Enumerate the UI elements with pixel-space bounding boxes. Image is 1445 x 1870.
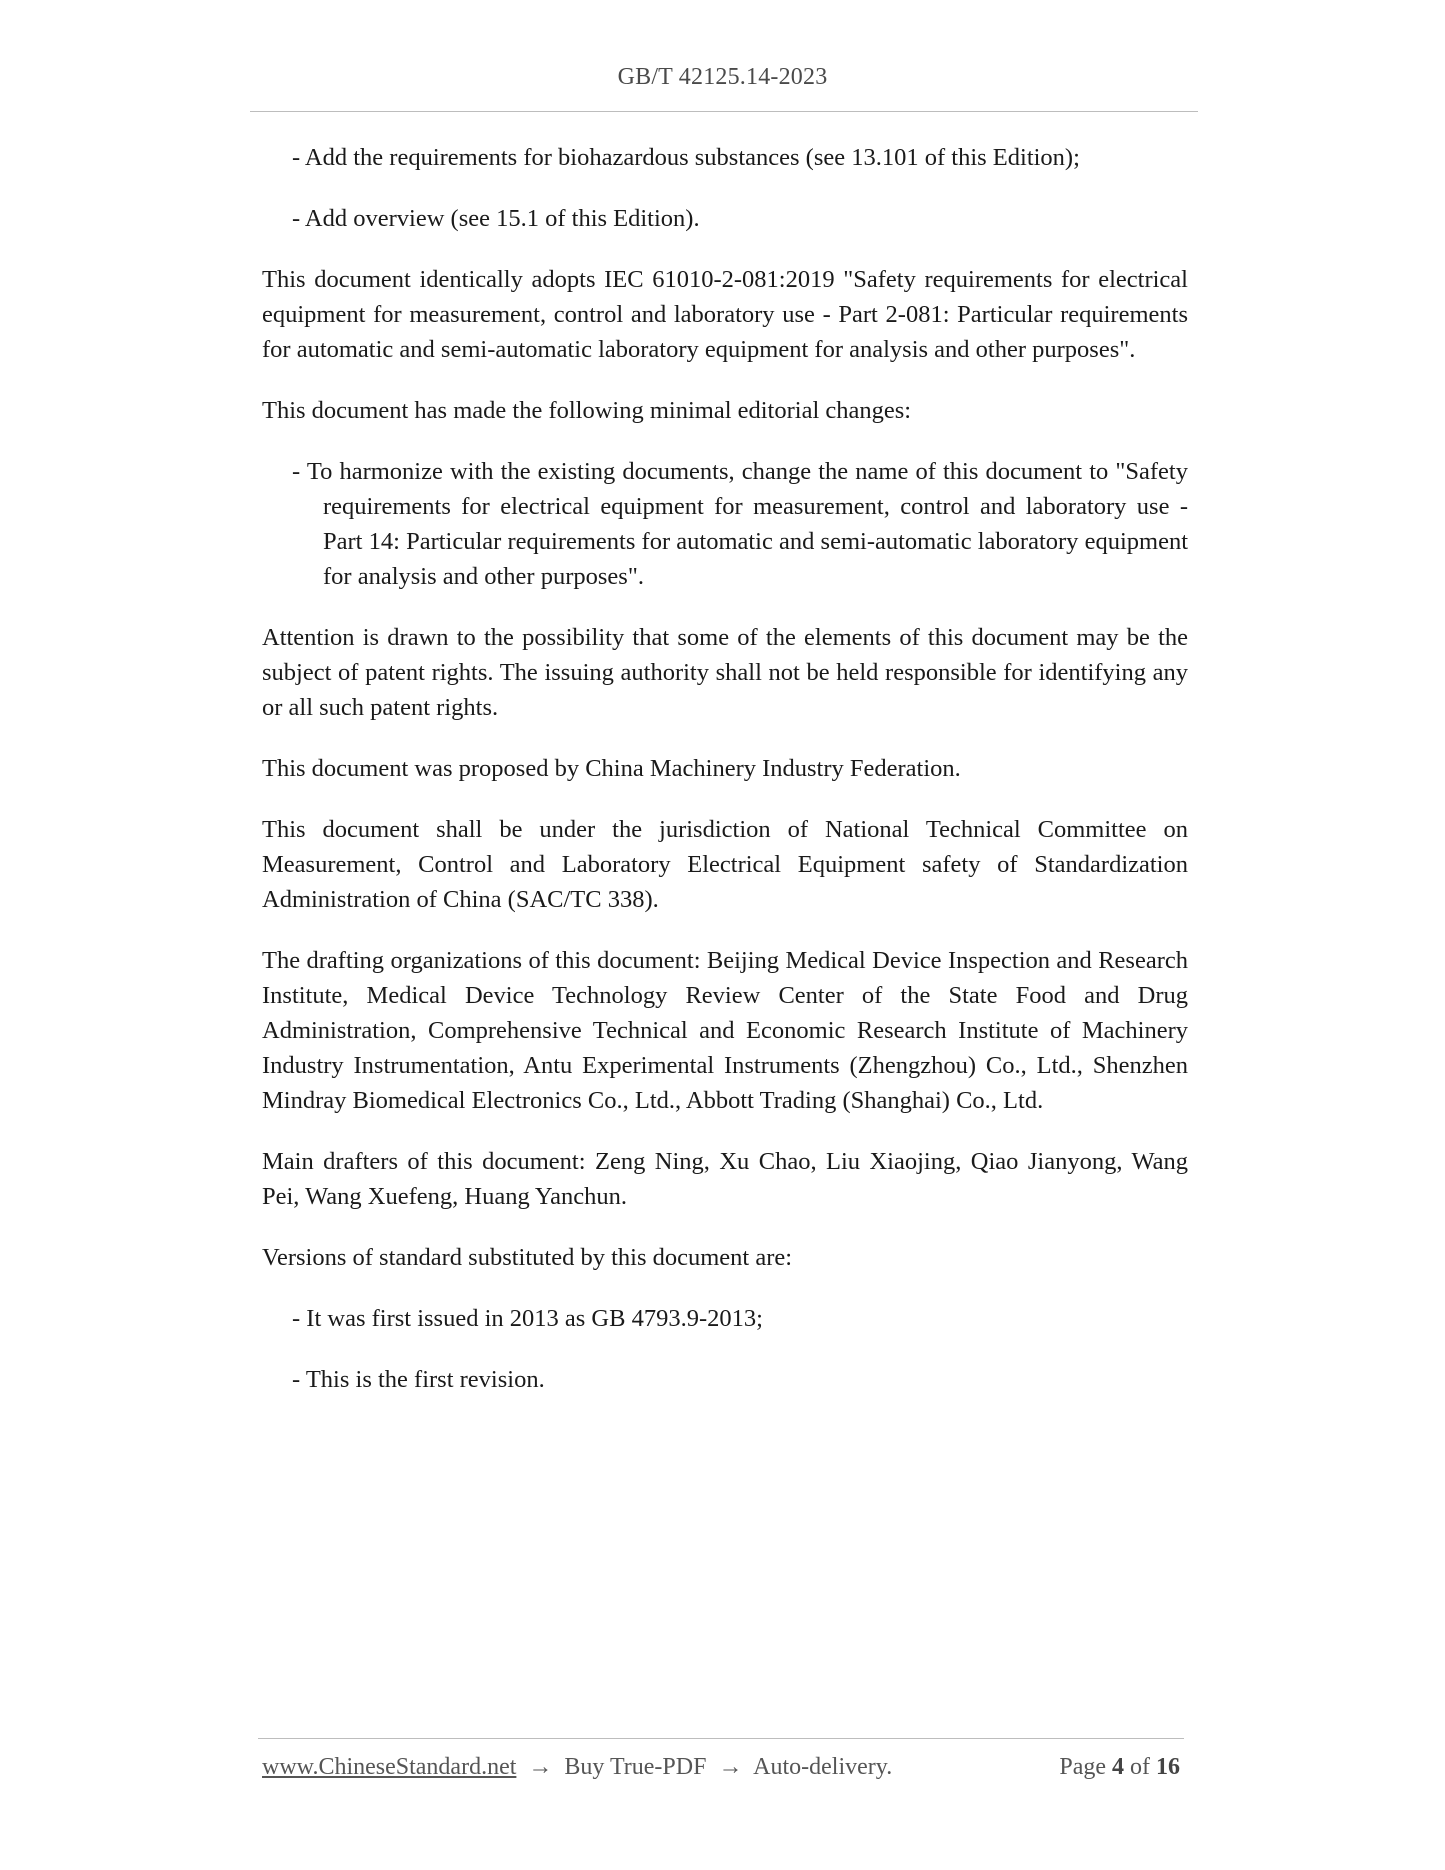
paragraph-editorial-intro: This document has made the following minimal editorial changes:: [262, 397, 912, 424]
website-link[interactable]: www.ChineseStandard.net: [262, 1754, 517, 1780]
arrow-right-icon: →: [718, 1754, 743, 1780]
paragraph-proposed: This document was proposed by China Machinery Industry Federation.: [262, 755, 961, 782]
footer-divider: [258, 1738, 1184, 1739]
page-number: [1059, 1754, 1180, 1781]
paragraph-drafting-organizations: The drafting organizations of this document: Beijing Medical Device Inspection and Research Institute, Medical Device Technology Review Center of the State Food and Drug Administration, Comprehensive Technical and Economic Research Institute of Machinery Industry Instrumentation, Antu Experimental Instruments (Zhengzhou) Co., Ltd., Shenzhen Mindray Biomedical Electronics Co., Ltd., Abbott Trading (Shanghai) Co., Ltd.: [262, 947, 1188, 1114]
header-divider: [250, 111, 1198, 112]
paragraph-versions-intro: Versions of standard substituted by this document are:: [262, 1244, 793, 1271]
page-footer: [262, 1754, 1180, 1781]
page-current: 4: [1112, 1754, 1124, 1780]
paragraph-jurisdiction: This document shall be under the jurisdiction of National Technical Committee on Measurement, Control and Laboratory Electrical Equipment safety of Standardization Administration of China (SAC/TC 338).: [262, 816, 1188, 913]
list-item-overview: - Add overview (see 15.1 of this Edition).: [292, 205, 700, 232]
page-total: 16: [1156, 1754, 1180, 1780]
document-body: [262, 140, 1188, 1423]
list-item-editorial-change: - To harmonize with the existing documents, change the name of this document to "Safety requirements for electrical equipment for measurement, control and laboratory use - Part 14: Particular requirements for automatic and semi-automatic laboratory equipment for analysis and other purposes".: [292, 458, 1188, 590]
paragraph-patent: Attention is drawn to the possibility that some of the elements of this document may be the subject of patent rights. The issuing authority shall not be held responsible for identifying any or all such patent rights.: [262, 624, 1188, 721]
paragraph-adoption: This document identically adopts IEC 61010-2-081:2019 "Safety requirements for electrical equipment for measurement, control and laboratory use - Part 2-081: Particular requirements for automatic and semi-automatic laboratory equipment for analysis and other purposes".: [262, 266, 1188, 363]
list-item-first-issued: - It was first issued in 2013 as GB 4793.9-2013;: [292, 1305, 763, 1332]
page-label: Page: [1059, 1754, 1106, 1780]
buy-true-pdf-text: Buy True-PDF: [564, 1754, 707, 1780]
document-header-title: GB/T 42125.14-2023: [617, 64, 828, 90]
arrow-right-icon: →: [528, 1754, 553, 1780]
paragraph-main-drafters: Main drafters of this document: Zeng Ning, Xu Chao, Liu Xiaojing, Qiao Jianyong, Wang Pei, Wang Xuefeng, Huang Yanchun.: [262, 1148, 1188, 1210]
footer-promo: [262, 1754, 892, 1781]
page-of-label: of: [1130, 1754, 1150, 1780]
list-item-biohazard: - Add the requirements for biohazardous substances (see 13.101 of this Edition);: [292, 144, 1080, 171]
list-item-first-revision: - This is the first revision.: [292, 1366, 545, 1393]
auto-delivery-text: Auto-delivery.: [753, 1754, 893, 1780]
